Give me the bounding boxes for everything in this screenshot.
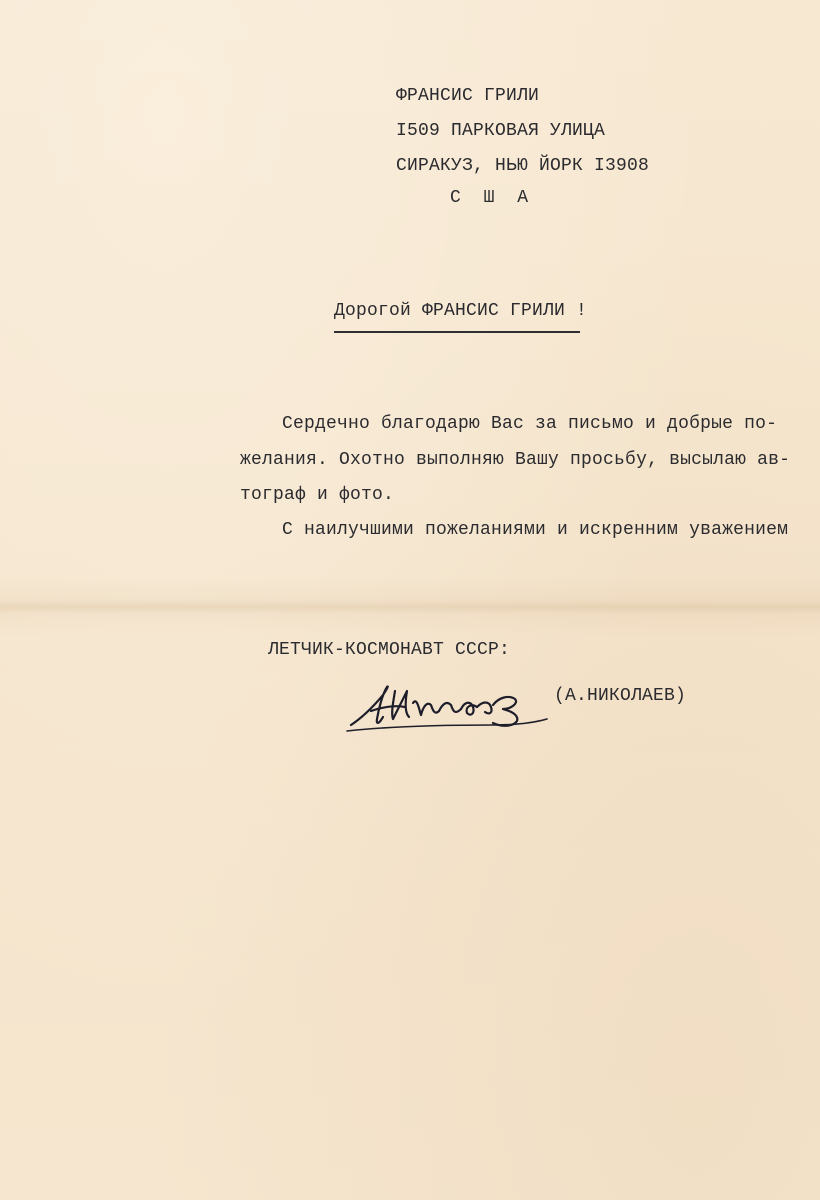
salutation-underline — [334, 331, 580, 333]
signer-name: (А.НИКОЛАЕВ) — [554, 686, 687, 706]
closing-line: С наилучшими пожеланиями и искренним уважением — [282, 520, 789, 540]
body-line-1: Сердечно благодарю Вас за письмо и добрые по- — [282, 414, 778, 434]
recipient-country: С Ш А — [450, 188, 535, 208]
signer-title: ЛЕТЧИК-КОСМОНАВТ СССР: — [268, 640, 511, 660]
body-line-2: желания. Охотно выполняю Вашу просьбу, высылаю ав- — [240, 450, 791, 470]
recipient-street: I509 ПАРКОВАЯ УЛИЦА — [396, 121, 606, 141]
body-line-3: тограф и фото. — [240, 485, 395, 505]
recipient-name: ФРАНСИС ГРИЛИ — [396, 86, 540, 106]
handwritten-signature — [343, 667, 553, 742]
paper-fold-line — [0, 600, 820, 614]
recipient-city: СИРАКУЗ, НЬЮ ЙОРК I3908 — [396, 156, 650, 176]
salutation: Дорогой ФРАНСИС ГРИЛИ ! — [334, 301, 588, 321]
